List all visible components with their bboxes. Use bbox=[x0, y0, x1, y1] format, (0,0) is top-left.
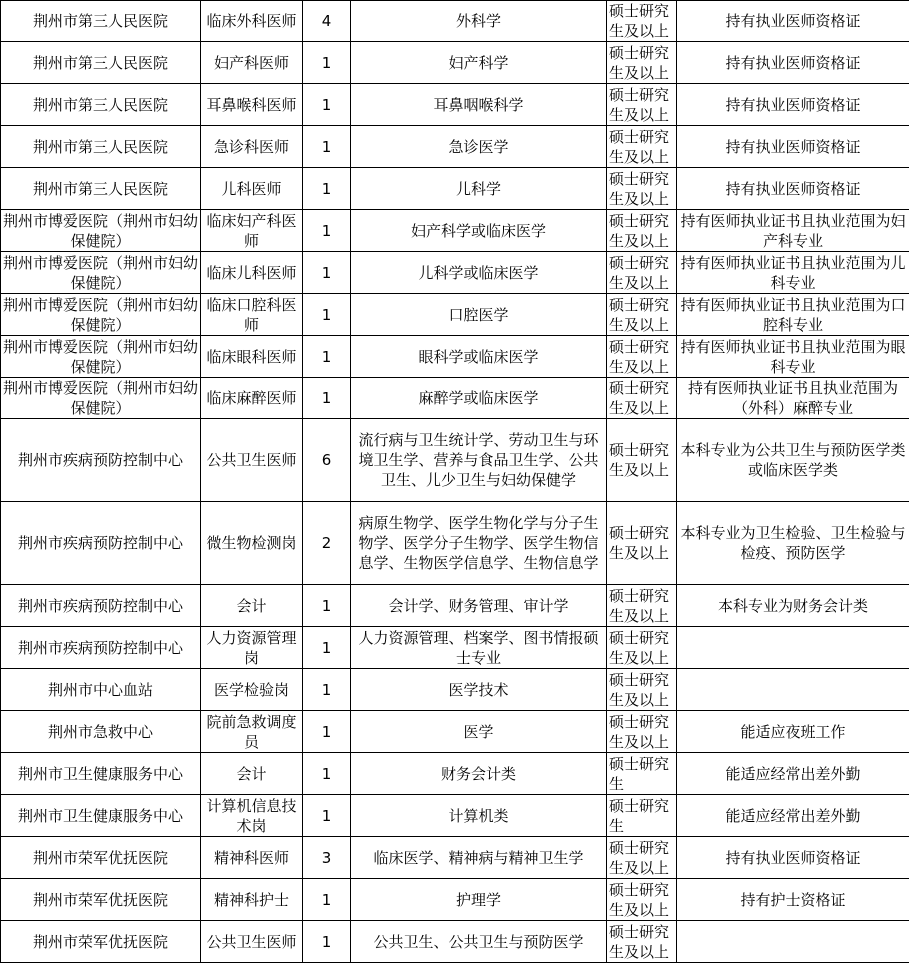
cell-count: 1 bbox=[303, 294, 351, 336]
cell-count: 4 bbox=[303, 1, 351, 42]
cell-major: 麻醉学或临床医学 bbox=[351, 378, 607, 419]
cell-education: 硕士研究生及以上 bbox=[607, 1, 677, 42]
cell-major: 流行病与卫生统计学、劳动卫生与环境卫生学、营养与食品卫生学、公共卫生、儿少卫生与妇幼保健学 bbox=[351, 419, 607, 502]
cell-education: 硕士研究生及以上 bbox=[607, 84, 677, 126]
cell-education: 硕士研究生及以上 bbox=[607, 252, 677, 294]
table-row bbox=[1, 627, 909, 669]
cell-position: 妇产科医师 bbox=[201, 42, 303, 84]
cell-requirement: 持有医师执业证书且执业范围为（外科）麻醉专业 bbox=[677, 378, 909, 419]
cell-count: 2 bbox=[303, 502, 351, 585]
cell-education: 硕士研究生及以上 bbox=[607, 669, 677, 711]
cell-education: 硕士研究生及以上 bbox=[607, 879, 677, 921]
cell-requirement: 本科专业为财务会计类 bbox=[677, 585, 909, 627]
table-row bbox=[1, 419, 909, 502]
cell-education: 硕士研究生及以上 bbox=[607, 378, 677, 419]
cell-unit: 荆州市第三人民医院 bbox=[1, 84, 201, 126]
cell-count: 1 bbox=[303, 42, 351, 84]
cell-unit: 荆州市荣军优抚医院 bbox=[1, 879, 201, 921]
cell-major: 口腔医学 bbox=[351, 294, 607, 336]
cell-count: 1 bbox=[303, 921, 351, 963]
table-row bbox=[1, 502, 909, 585]
cell-count: 1 bbox=[303, 252, 351, 294]
cell-count: 1 bbox=[303, 126, 351, 168]
table-row bbox=[1, 126, 909, 168]
cell-unit: 荆州市疾病预防控制中心 bbox=[1, 585, 201, 627]
cell-requirement: 本科专业为公共卫生与预防医学类或临床医学类 bbox=[677, 419, 909, 502]
cell-count: 1 bbox=[303, 627, 351, 669]
cell-position: 医学检验岗 bbox=[201, 669, 303, 711]
cell-major: 妇产科学或临床医学 bbox=[351, 210, 607, 252]
cell-unit: 荆州市第三人民医院 bbox=[1, 1, 201, 42]
cell-unit: 荆州市博爱医院（荆州市妇幼保健院） bbox=[1, 210, 201, 252]
table-row bbox=[1, 921, 909, 963]
cell-requirement: 能适应经常出差外勤 bbox=[677, 795, 909, 837]
cell-requirement: 持有执业医师资格证 bbox=[677, 837, 909, 879]
cell-requirement: 持有执业医师资格证 bbox=[677, 126, 909, 168]
cell-major: 护理学 bbox=[351, 879, 607, 921]
cell-education: 硕士研究生 bbox=[607, 753, 677, 795]
cell-unit: 荆州市博爱医院（荆州市妇幼保健院） bbox=[1, 336, 201, 378]
cell-count: 1 bbox=[303, 585, 351, 627]
cell-position: 临床眼科医师 bbox=[201, 336, 303, 378]
table-row bbox=[1, 294, 909, 336]
cell-count: 3 bbox=[303, 837, 351, 879]
cell-education: 硕士研究生及以上 bbox=[607, 336, 677, 378]
cell-requirement: 持有执业医师资格证 bbox=[677, 1, 909, 42]
cell-unit: 荆州市荣军优抚医院 bbox=[1, 921, 201, 963]
table-row bbox=[1, 336, 909, 378]
cell-education: 硕士研究生及以上 bbox=[607, 585, 677, 627]
table-row bbox=[1, 84, 909, 126]
cell-major: 儿科学 bbox=[351, 168, 607, 210]
cell-education: 硕士研究生及以上 bbox=[607, 921, 677, 963]
cell-count: 6 bbox=[303, 419, 351, 502]
table-row bbox=[1, 795, 909, 837]
cell-education: 硕士研究生及以上 bbox=[607, 294, 677, 336]
cell-requirement: 持有医师执业证书且执业范围为眼科专业 bbox=[677, 336, 909, 378]
table-row bbox=[1, 879, 909, 921]
cell-education: 硕士研究生 bbox=[607, 795, 677, 837]
cell-major: 财务会计类 bbox=[351, 753, 607, 795]
cell-count: 1 bbox=[303, 210, 351, 252]
cell-education: 硕士研究生及以上 bbox=[607, 502, 677, 585]
cell-requirement: 持有医师执业证书且执业范围为儿科专业 bbox=[677, 252, 909, 294]
cell-requirement: 能适应经常出差外勤 bbox=[677, 753, 909, 795]
cell-position: 临床妇产科医师 bbox=[201, 210, 303, 252]
table-row bbox=[1, 669, 909, 711]
cell-count: 1 bbox=[303, 168, 351, 210]
cell-position: 会计 bbox=[201, 585, 303, 627]
cell-unit: 荆州市博爱医院（荆州市妇幼保健院） bbox=[1, 378, 201, 419]
cell-position: 人力资源管理岗 bbox=[201, 627, 303, 669]
cell-unit: 荆州市卫生健康服务中心 bbox=[1, 795, 201, 837]
table-row bbox=[1, 210, 909, 252]
cell-position: 急诊科医师 bbox=[201, 126, 303, 168]
cell-education: 硕士研究生及以上 bbox=[607, 42, 677, 84]
table-body bbox=[1, 1, 909, 963]
cell-major: 儿科学或临床医学 bbox=[351, 252, 607, 294]
cell-count: 1 bbox=[303, 879, 351, 921]
cell-unit: 荆州市卫生健康服务中心 bbox=[1, 753, 201, 795]
cell-requirement bbox=[677, 627, 909, 669]
table-row bbox=[1, 1, 909, 42]
cell-education: 硕士研究生及以上 bbox=[607, 210, 677, 252]
cell-requirement: 持有护士资格证 bbox=[677, 879, 909, 921]
cell-education: 硕士研究生及以上 bbox=[607, 627, 677, 669]
table-row bbox=[1, 585, 909, 627]
cell-count: 1 bbox=[303, 84, 351, 126]
cell-position: 精神科医师 bbox=[201, 837, 303, 879]
cell-unit: 荆州市博爱医院（荆州市妇幼保健院） bbox=[1, 294, 201, 336]
cell-position: 计算机信息技术岗 bbox=[201, 795, 303, 837]
cell-position: 精神科护士 bbox=[201, 879, 303, 921]
cell-requirement: 持有执业医师资格证 bbox=[677, 84, 909, 126]
table-row bbox=[1, 42, 909, 84]
cell-requirement: 本科专业为卫生检验、卫生检验与检疫、预防医学 bbox=[677, 502, 909, 585]
cell-unit: 荆州市荣军优抚医院 bbox=[1, 837, 201, 879]
cell-major: 计算机类 bbox=[351, 795, 607, 837]
cell-unit: 荆州市急救中心 bbox=[1, 711, 201, 753]
cell-count: 1 bbox=[303, 795, 351, 837]
cell-education: 硕士研究生及以上 bbox=[607, 419, 677, 502]
cell-position: 临床外科医师 bbox=[201, 1, 303, 42]
cell-major: 外科学 bbox=[351, 1, 607, 42]
cell-requirement bbox=[677, 921, 909, 963]
table-row bbox=[1, 378, 909, 419]
cell-unit: 荆州市疾病预防控制中心 bbox=[1, 419, 201, 502]
cell-education: 硕士研究生及以上 bbox=[607, 711, 677, 753]
cell-unit: 荆州市博爱医院（荆州市妇幼保健院） bbox=[1, 252, 201, 294]
cell-major: 会计学、财务管理、审计学 bbox=[351, 585, 607, 627]
cell-unit: 荆州市第三人民医院 bbox=[1, 126, 201, 168]
cell-major: 医学技术 bbox=[351, 669, 607, 711]
table-row bbox=[1, 837, 909, 879]
cell-count: 1 bbox=[303, 378, 351, 419]
cell-major: 临床医学、精神病与精神卫生学 bbox=[351, 837, 607, 879]
cell-position: 公共卫生医师 bbox=[201, 921, 303, 963]
cell-requirement: 持有执业医师资格证 bbox=[677, 42, 909, 84]
cell-unit: 荆州市第三人民医院 bbox=[1, 168, 201, 210]
cell-position: 耳鼻喉科医师 bbox=[201, 84, 303, 126]
cell-count: 1 bbox=[303, 753, 351, 795]
table-row bbox=[1, 252, 909, 294]
cell-count: 1 bbox=[303, 336, 351, 378]
cell-position: 临床儿科医师 bbox=[201, 252, 303, 294]
cell-requirement: 持有医师执业证书且执业范围为妇产科专业 bbox=[677, 210, 909, 252]
cell-requirement: 持有医师执业证书且执业范围为口腔科专业 bbox=[677, 294, 909, 336]
cell-requirement bbox=[677, 669, 909, 711]
cell-major: 眼科学或临床医学 bbox=[351, 336, 607, 378]
cell-major: 公共卫生、公共卫生与预防医学 bbox=[351, 921, 607, 963]
cell-count: 1 bbox=[303, 669, 351, 711]
table-row bbox=[1, 711, 909, 753]
cell-unit: 荆州市疾病预防控制中心 bbox=[1, 627, 201, 669]
cell-major: 耳鼻咽喉科学 bbox=[351, 84, 607, 126]
table-row bbox=[1, 753, 909, 795]
cell-education: 硕士研究生及以上 bbox=[607, 837, 677, 879]
cell-position: 儿科医师 bbox=[201, 168, 303, 210]
cell-requirement: 能适应夜班工作 bbox=[677, 711, 909, 753]
cell-position: 会计 bbox=[201, 753, 303, 795]
cell-unit: 荆州市第三人民医院 bbox=[1, 42, 201, 84]
cell-major: 医学 bbox=[351, 711, 607, 753]
cell-count: 1 bbox=[303, 711, 351, 753]
cell-unit: 荆州市中心血站 bbox=[1, 669, 201, 711]
cell-position: 微生物检测岗 bbox=[201, 502, 303, 585]
cell-education: 硕士研究生及以上 bbox=[607, 126, 677, 168]
cell-major: 人力资源管理、档案学、图书情报硕士专业 bbox=[351, 627, 607, 669]
cell-major: 急诊医学 bbox=[351, 126, 607, 168]
cell-position: 院前急救调度员 bbox=[201, 711, 303, 753]
cell-major: 妇产科学 bbox=[351, 42, 607, 84]
cell-position: 公共卫生医师 bbox=[201, 419, 303, 502]
cell-education: 硕士研究生及以上 bbox=[607, 168, 677, 210]
cell-position: 临床口腔科医师 bbox=[201, 294, 303, 336]
table-row bbox=[1, 168, 909, 210]
cell-major: 病原生物学、医学生物化学与分子生物学、医学分子生物学、医学生物信息学、生物医学信息学、生物信息学 bbox=[351, 502, 607, 585]
cell-requirement: 持有执业医师资格证 bbox=[677, 168, 909, 210]
cell-position: 临床麻醉医师 bbox=[201, 378, 303, 419]
cell-unit: 荆州市疾病预防控制中心 bbox=[1, 502, 201, 585]
